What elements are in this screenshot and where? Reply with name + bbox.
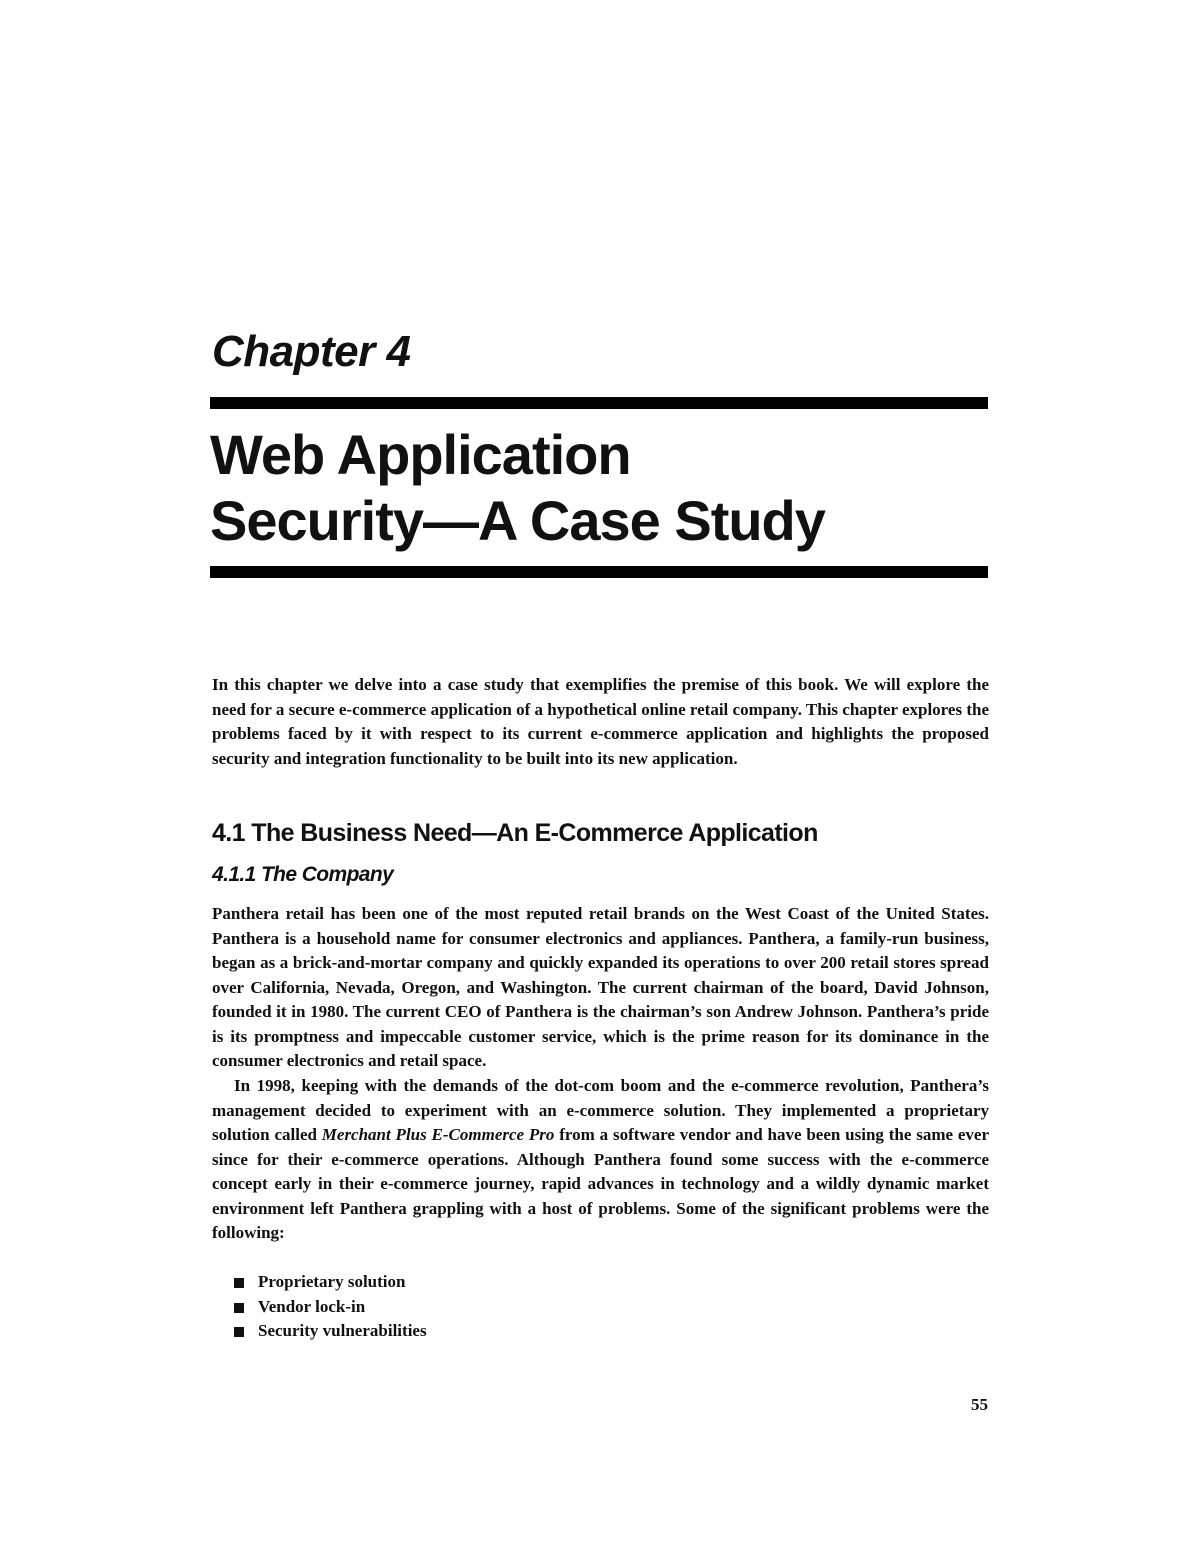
- list-item: [232, 1270, 427, 1295]
- chapter-title: [210, 422, 990, 554]
- product-name: Merchant Plus E-Commerce Pro: [321, 1125, 555, 1144]
- paragraph-company-history: Panthera retail has been one of the most reputed retail brands on the West Coast of the United States. Panthera is a household name for consumer electronics and appliances. Panthera, a family-run business, began as a brick-and-mortar company and quickly expanded its operations to over 200 retail stores spread over California, Nevada, Oregon, and Washington. The current chairman of the board, David Johnson, founded it in 1980. The current CEO of Panthera is the chairman’s son Andrew Johnson. Panthera’s pride is its promptness and impeccable customer service, which is the prime reason for its dominance in the consumer electronics and retail space.: [212, 904, 989, 1070]
- page-number: 55: [971, 1395, 988, 1414]
- problems-list: [232, 1270, 427, 1344]
- bottom-rule: [210, 566, 988, 578]
- list-item: [232, 1319, 427, 1344]
- subsection-heading: 4.1.1 The Company: [212, 863, 394, 886]
- chapter-title-line-2: Security—A Case Study: [210, 489, 825, 552]
- list-item-label: Vendor lock-in: [258, 1296, 366, 1316]
- square-bullet-icon: [234, 1303, 244, 1313]
- list-item-label: Proprietary solution: [258, 1272, 406, 1291]
- chapter-title-line-1: Web Application: [210, 423, 631, 486]
- square-bullet-icon: [234, 1327, 244, 1337]
- square-bullet-icon: [234, 1278, 244, 1288]
- paragraph-ecommerce-history: [212, 1074, 989, 1246]
- paragraph-text-after: from a software vendor and have been using the same ever since for their e-commerce operations. Although Panthera found some success with the e-commerce concept early in their e-commerce journey, rapid advances in technology and a wildly dynamic market environment left Panthera grappling with a host of problems. Some of the significant problems were the following:: [212, 1125, 990, 1242]
- top-rule: [210, 397, 988, 409]
- paragraph-text-before: In 1998, keeping with the demands of the dot-com boom and the e-commerce revolution, Panthera’s management decided to experiment with an e-commerce solution. They implemented a proprietary solution called: [212, 1076, 989, 1144]
- chapter-label: Chapter 4: [212, 327, 411, 376]
- list-item-label: Security vulnerabilities: [258, 1321, 427, 1340]
- chapter-intro: In this chapter we delve into a case study that exemplifies the premise of this book. We will explore the need for a secure e-commerce application of a hypothetical online retail company. This chapter explores the problems faced by it with respect to its current e-commerce application and highlights the proposed security and integration functionality to be built into its new application.: [212, 675, 989, 768]
- list-item: [232, 1295, 427, 1320]
- section-heading: 4.1 The Business Need—An E-Commerce Application: [212, 819, 818, 847]
